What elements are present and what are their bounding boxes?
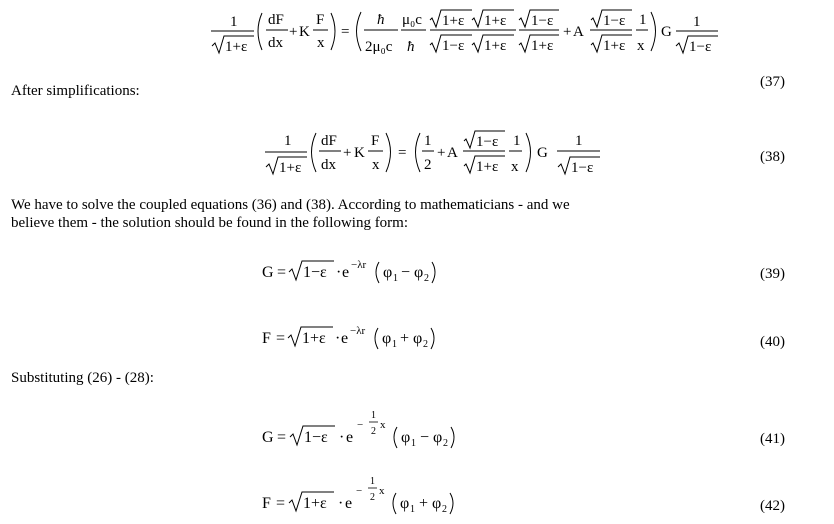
eq40-exp: −λr <box>350 325 366 337</box>
eq42-lparen <box>393 493 396 514</box>
eq38-half-den: 2 <box>424 157 432 173</box>
eq36-n4: 1−ε <box>603 13 626 29</box>
eq38-n: 1−ε <box>476 134 499 150</box>
eq38-rparen <box>386 133 391 172</box>
eq38-plus2: + <box>437 145 446 161</box>
eq39-e: e <box>342 264 350 281</box>
eq42-plus: + <box>419 495 429 512</box>
eq42-dot1: · <box>338 495 344 512</box>
eq38-K: K <box>354 145 365 161</box>
eq36-A: A <box>573 24 584 40</box>
equation-42 <box>262 476 453 515</box>
eq36-d2: 1+ε <box>484 38 507 54</box>
eq39-rparen <box>432 262 435 283</box>
eq42-exp-den: 2 <box>370 492 375 503</box>
eq42-exp-x: x <box>379 485 385 497</box>
eq36-one-over-x-den: x <box>637 38 645 54</box>
eq40-radicand: 1+ε <box>302 330 326 347</box>
eq39-phi2: φ <box>414 264 424 281</box>
eq38-x: x <box>372 157 380 173</box>
eq39-minus: − <box>401 264 411 281</box>
eq38-dx: dx <box>321 157 336 173</box>
eq36-frac8-den: 1−ε <box>689 39 712 55</box>
eq36-d3: 1+ε <box>531 38 554 54</box>
eq40-phi2: φ <box>413 330 423 347</box>
eq40-phi1: φ <box>382 330 392 347</box>
eq41-phi2: φ <box>433 429 443 446</box>
eq42-rparen <box>450 493 453 514</box>
eq36-dF: dF <box>268 12 284 28</box>
eq36-plus2: + <box>563 24 572 40</box>
eq36-lparen <box>258 13 262 50</box>
eq42-sub2: 2 <box>442 504 447 515</box>
eq41-radicand: 1−ε <box>304 429 328 446</box>
eq40-lparen <box>375 328 378 349</box>
eq39-radicand: 1−ε <box>303 264 327 281</box>
eq36-n1: 1+ε <box>442 13 465 29</box>
eq39-equals: = <box>277 264 287 281</box>
eq36-2mu0c: 2μ₀c <box>365 39 393 55</box>
eq42-exp-num: 1 <box>370 476 375 487</box>
eq38-frac1-den: 1+ε <box>279 160 302 176</box>
eq38-F: F <box>371 133 380 149</box>
eq36-d1: 1−ε <box>442 38 465 54</box>
equation-number-42: (42) <box>760 498 785 514</box>
eq38-one-over-x-num: 1 <box>513 133 521 149</box>
eq42-exp-minus: − <box>356 485 363 497</box>
eq42-e: e <box>345 495 353 512</box>
equation-40 <box>262 325 434 350</box>
eq38-equals: = <box>398 145 407 161</box>
eq41-exp-x: x <box>380 419 386 431</box>
eq42-phi2: φ <box>432 495 442 512</box>
eq38-dF: dF <box>321 133 337 149</box>
eq36-dx: dx <box>268 35 283 51</box>
eq36-frac1-den: 1+ε <box>225 39 248 55</box>
eq40-rparen <box>431 328 434 349</box>
eq38-lparen <box>312 133 317 172</box>
eq36-frac8-num: 1 <box>693 14 701 30</box>
equation-number-40: (40) <box>760 334 785 350</box>
eq38-one-over-x-den: x <box>511 159 519 175</box>
equation-41 <box>262 410 454 449</box>
eq42-sub1: 1 <box>410 504 415 515</box>
equation-39 <box>262 259 435 284</box>
eq42-phi1: φ <box>400 495 410 512</box>
eq41-rparen <box>451 427 454 448</box>
eq39-G: G <box>262 264 274 281</box>
eq42-F: F <box>262 495 271 512</box>
eq40-sub1: 1 <box>392 339 397 350</box>
text-substituting: Substituting (26) - (28): <box>11 370 154 386</box>
eq40-equals: = <box>276 330 286 347</box>
eq41-phi1: φ <box>401 429 411 446</box>
eq40-plus: + <box>400 330 410 347</box>
eq36-rparen <box>331 13 335 50</box>
eq42-equals: = <box>276 495 286 512</box>
eq38-frac4-num: 1 <box>575 133 583 149</box>
eq36-equals: = <box>341 24 350 40</box>
eq39-sub2: 2 <box>424 273 429 284</box>
eq39-lparen <box>376 262 379 283</box>
eq38-G: G <box>537 145 548 161</box>
eq39-sub1: 1 <box>393 273 398 284</box>
equation-number-37: (37) <box>760 74 785 90</box>
eq36-hbar-den: ħ <box>407 39 415 55</box>
eq36-d4: 1+ε <box>603 38 626 54</box>
eq36-frac1-num: 1 <box>230 14 238 30</box>
eq41-e: e <box>346 429 354 446</box>
eq41-exp-num: 1 <box>371 410 376 421</box>
eq36-lparen2 <box>357 12 362 51</box>
eq36-K: K <box>299 24 310 40</box>
text-coupled-line-1: We have to solve the coupled equations (36) and (38). According to mathematicians - and we <box>11 197 570 213</box>
eq41-exp-minus: − <box>357 419 364 431</box>
eq40-e: e <box>341 330 349 347</box>
eq38-d: 1+ε <box>476 159 499 175</box>
eq40-F: F <box>262 330 271 347</box>
equation-number-41: (41) <box>760 431 785 447</box>
eq36-mu0c-num: μ₀c <box>402 12 422 28</box>
eq41-sub1: 1 <box>411 438 416 449</box>
eq40-sub2: 2 <box>423 339 428 350</box>
equation-36 <box>211 10 718 55</box>
eq41-equals: = <box>277 429 287 446</box>
eq41-sub2: 2 <box>443 438 448 449</box>
eq39-dot1: · <box>336 264 342 281</box>
eq36-hbar-num: ħ <box>377 12 385 28</box>
eq41-exp-den: 2 <box>371 426 376 437</box>
eq36-x: x <box>317 35 325 51</box>
eq38-rparen2 <box>526 133 531 172</box>
eq38-plus1: + <box>343 145 352 161</box>
eq36-plus1: + <box>289 24 298 40</box>
eq36-G: G <box>661 24 672 40</box>
eq38-frac4-den: 1−ε <box>571 160 594 176</box>
eq38-frac1-num: 1 <box>284 133 292 149</box>
eq38-A: A <box>447 145 458 161</box>
eq36-rparen2 <box>651 12 656 51</box>
eq42-radicand: 1+ε <box>303 495 327 512</box>
eq41-lparen <box>394 427 397 448</box>
eq40-dot1: · <box>335 330 341 347</box>
eq39-phi1: φ <box>383 264 393 281</box>
text-after-simplifications: After simplifications: <box>11 83 140 99</box>
equation-number-38: (38) <box>760 149 785 165</box>
equation-number-39: (39) <box>760 266 785 282</box>
eq41-minus: − <box>420 429 430 446</box>
eq36-one-over-x-num: 1 <box>639 12 647 28</box>
eq36-F: F <box>316 12 325 28</box>
eq41-dot1: · <box>339 429 345 446</box>
text-coupled-line-2: believe them - the solution should be found in the following form: <box>11 215 409 231</box>
eq36-n2: 1+ε <box>484 13 507 29</box>
eq39-exp: −λr <box>351 259 367 271</box>
eq38-lparen2 <box>416 133 421 172</box>
eq41-G: G <box>262 429 274 446</box>
eq36-n3: 1−ε <box>531 13 554 29</box>
equation-38 <box>265 131 600 176</box>
eq38-half-num: 1 <box>424 133 432 149</box>
